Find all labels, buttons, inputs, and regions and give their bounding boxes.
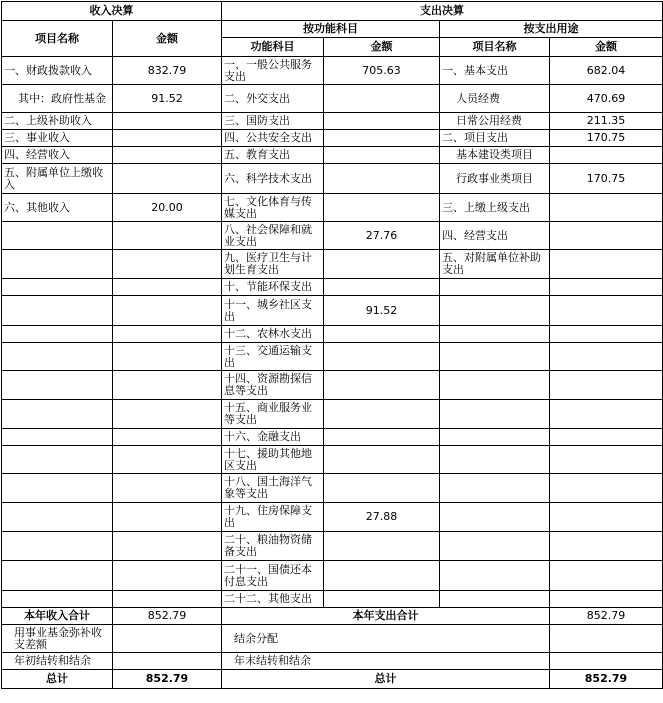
- income-label: 五、附属单位上缴收入: [2, 164, 113, 194]
- empty-cell: [113, 446, 222, 474]
- empty-cell: [113, 474, 222, 503]
- function-amount: [324, 130, 440, 147]
- empty-cell: [2, 222, 113, 250]
- function-label: 四、公共安全支出: [222, 130, 324, 147]
- function-label: 三、国防支出: [222, 113, 324, 130]
- function-amount: [324, 279, 440, 296]
- table-row: [2, 371, 663, 400]
- table-row: [2, 250, 663, 279]
- empty-cell: [2, 446, 113, 474]
- empty-cell: [2, 561, 113, 591]
- header-row-2: [2, 21, 663, 38]
- fund-gap-label: 用事业基金弥补收支差额: [2, 625, 113, 653]
- function-label: 十、节能环保支出: [222, 279, 324, 296]
- purpose-amount: 211.35: [550, 113, 663, 130]
- function-amount: [324, 400, 440, 429]
- empty-cell: [2, 532, 113, 561]
- function-label: 十八、国土海洋气象等支出: [222, 474, 324, 503]
- table-row: [2, 561, 663, 591]
- income-amount: 91.52: [113, 85, 222, 113]
- table-row: [2, 400, 663, 429]
- empty-cell: [113, 279, 222, 296]
- annual-total-row: [2, 608, 663, 625]
- function-subject-header: 功能科目: [222, 38, 324, 57]
- income-amount: [113, 113, 222, 130]
- function-label: 十一、城乡社区支出: [222, 296, 324, 326]
- table-row: [2, 164, 663, 194]
- empty-cell: [440, 561, 550, 591]
- empty-cell: [2, 400, 113, 429]
- empty-cell: [2, 326, 113, 343]
- empty-cell: [2, 279, 113, 296]
- purpose-amount: [550, 147, 663, 164]
- income-total-label: 本年收入合计: [2, 608, 113, 625]
- income-label: 其中：政府性基金: [2, 85, 113, 113]
- table-row: [2, 147, 663, 164]
- income-label: 三、事业收入: [2, 130, 113, 147]
- function-label: 二、外交支出: [222, 85, 324, 113]
- by-purpose-header: 按支出用途: [440, 21, 663, 38]
- header-row-1: [2, 2, 663, 21]
- empty-cell: [550, 371, 663, 400]
- purpose-amount: 470.69: [550, 85, 663, 113]
- empty-cell: [550, 326, 663, 343]
- grand-total-label: 总计: [2, 670, 113, 689]
- table-row: [2, 85, 663, 113]
- end-balance-amount: [550, 653, 663, 670]
- function-amount: [324, 326, 440, 343]
- purpose-amount: 682.04: [550, 57, 663, 85]
- empty-cell: [550, 474, 663, 503]
- function-label: 十四、资源勘探信息等支出: [222, 371, 324, 400]
- function-label: 十二、农林水支出: [222, 326, 324, 343]
- empty-cell: [440, 400, 550, 429]
- purpose-label: 基本建设类项目: [440, 147, 550, 164]
- income-section-header: 收入决算: [2, 2, 222, 21]
- empty-cell: [550, 532, 663, 561]
- grand-total-label-expense: 总计: [222, 670, 550, 689]
- income-amount: 832.79: [113, 57, 222, 85]
- function-amount: [324, 113, 440, 130]
- balance-row: [2, 653, 663, 670]
- purpose-label: 一、基本支出: [440, 57, 550, 85]
- function-amount: [324, 194, 440, 222]
- purpose-amount: [550, 194, 663, 222]
- by-function-header: 按功能科目: [222, 21, 440, 38]
- empty-cell: [113, 561, 222, 591]
- empty-cell: [440, 279, 550, 296]
- empty-cell: [440, 326, 550, 343]
- function-label: 十七、援助其他地区支出: [222, 446, 324, 474]
- empty-cell: [550, 503, 663, 532]
- purpose-label: 人员经费: [440, 85, 550, 113]
- function-label: 二十、粮油物资储备支出: [222, 532, 324, 561]
- function-label: 九、医疗卫生与计划生育支出: [222, 250, 324, 279]
- table-row: [2, 113, 663, 130]
- table-row: [2, 429, 663, 446]
- empty-cell: [2, 429, 113, 446]
- income-amount: [113, 130, 222, 147]
- income-amount: [113, 147, 222, 164]
- empty-cell: [113, 532, 222, 561]
- function-label: 七、文化体育与传媒支出: [222, 194, 324, 222]
- income-label: 四、经营收入: [2, 147, 113, 164]
- function-label: 八、社会保障和就业支出: [222, 222, 324, 250]
- empty-cell: [550, 343, 663, 371]
- empty-cell: [440, 591, 550, 608]
- purpose-amount: [550, 222, 663, 250]
- empty-cell: [2, 343, 113, 371]
- surplus-label: 结余分配: [222, 625, 550, 653]
- function-amount: 27.76: [324, 222, 440, 250]
- function-amount: [324, 429, 440, 446]
- purpose-label: 四、经营支出: [440, 222, 550, 250]
- empty-cell: [440, 474, 550, 503]
- income-label: 二、上级补助收入: [2, 113, 113, 130]
- table-row: [2, 474, 663, 503]
- expense-section-header: 支出决算: [222, 2, 663, 21]
- function-amount: [324, 343, 440, 371]
- income-amount: 20.00: [113, 194, 222, 222]
- function-amount: 91.52: [324, 296, 440, 326]
- function-amount: [324, 164, 440, 194]
- grand-total-expense: 852.79: [550, 670, 663, 689]
- grand-total-row: [2, 670, 663, 689]
- function-amount-header: 金额: [324, 38, 440, 57]
- table-row: [2, 503, 663, 532]
- empty-cell: [440, 371, 550, 400]
- empty-cell: [550, 561, 663, 591]
- expense-total-label: 本年支出合计: [222, 608, 550, 625]
- empty-cell: [2, 474, 113, 503]
- empty-cell: [2, 371, 113, 400]
- empty-cell: [440, 532, 550, 561]
- fund-gap-row: [2, 625, 663, 653]
- function-amount: [324, 371, 440, 400]
- purpose-amount: [550, 250, 663, 279]
- table-row: [2, 343, 663, 371]
- income-label: 一、财政拨款收入: [2, 57, 113, 85]
- empty-cell: [113, 296, 222, 326]
- empty-cell: [113, 400, 222, 429]
- table-row: [2, 222, 663, 250]
- income-total-amount: 852.79: [113, 608, 222, 625]
- function-label: 十五、商业服务业等支出: [222, 400, 324, 429]
- begin-balance-amount: [113, 653, 222, 670]
- empty-cell: [2, 296, 113, 326]
- purpose-label: 二、项目支出: [440, 130, 550, 147]
- function-label: 二十二、其他支出: [222, 591, 324, 608]
- empty-cell: [550, 400, 663, 429]
- empty-cell: [113, 250, 222, 279]
- table-row: [2, 591, 663, 608]
- empty-cell: [440, 429, 550, 446]
- empty-cell: [113, 591, 222, 608]
- income-label: 六、其他收入: [2, 194, 113, 222]
- empty-cell: [550, 429, 663, 446]
- table-row: [2, 532, 663, 561]
- table-row: [2, 446, 663, 474]
- empty-cell: [550, 591, 663, 608]
- purpose-item-header: 项目名称: [440, 38, 550, 57]
- table-row: [2, 194, 663, 222]
- table-row: [2, 296, 663, 326]
- empty-cell: [440, 446, 550, 474]
- purpose-label: 三、上缴上级支出: [440, 194, 550, 222]
- begin-balance-label: 年初结转和结余: [2, 653, 113, 670]
- function-label: 十九、住房保障支出: [222, 503, 324, 532]
- empty-cell: [440, 503, 550, 532]
- table-row: [2, 57, 663, 85]
- function-amount: [324, 474, 440, 503]
- function-amount: [324, 85, 440, 113]
- function-amount: [324, 147, 440, 164]
- empty-cell: [550, 279, 663, 296]
- purpose-label: 日常公用经费: [440, 113, 550, 130]
- purpose-amount: 170.75: [550, 130, 663, 147]
- function-amount: [324, 250, 440, 279]
- function-label: 一、一般公共服务支出: [222, 57, 324, 85]
- empty-cell: [2, 250, 113, 279]
- table-row: [2, 326, 663, 343]
- function-amount: [324, 591, 440, 608]
- surplus-amount: [550, 625, 663, 653]
- empty-cell: [113, 429, 222, 446]
- empty-cell: [113, 503, 222, 532]
- empty-cell: [550, 296, 663, 326]
- purpose-amount: 170.75: [550, 164, 663, 194]
- function-amount: [324, 446, 440, 474]
- empty-cell: [2, 503, 113, 532]
- item-name-header: 项目名称: [2, 21, 113, 57]
- function-amount: [324, 532, 440, 561]
- function-label: 六、科学技术支出: [222, 164, 324, 194]
- function-amount: 705.63: [324, 57, 440, 85]
- function-label: 五、教育支出: [222, 147, 324, 164]
- function-label: 十六、金融支出: [222, 429, 324, 446]
- empty-cell: [113, 222, 222, 250]
- grand-total-income: 852.79: [113, 670, 222, 689]
- amount-header: 金额: [113, 21, 222, 57]
- empty-cell: [440, 343, 550, 371]
- table-row: [2, 130, 663, 147]
- budget-table: [1, 1, 663, 689]
- empty-cell: [2, 591, 113, 608]
- function-amount: [324, 561, 440, 591]
- income-amount: [113, 164, 222, 194]
- function-label: 二十一、国债还本付息支出: [222, 561, 324, 591]
- function-label: 十三、交通运输支出: [222, 343, 324, 371]
- end-balance-label: 年末结转和结余: [222, 653, 550, 670]
- table-row: [2, 279, 663, 296]
- purpose-label: 行政事业类项目: [440, 164, 550, 194]
- empty-cell: [113, 343, 222, 371]
- empty-cell: [113, 371, 222, 400]
- empty-cell: [550, 446, 663, 474]
- expense-total-amount: 852.79: [550, 608, 663, 625]
- purpose-amount-header: 金额: [550, 38, 663, 57]
- function-amount: 27.88: [324, 503, 440, 532]
- empty-cell: [113, 326, 222, 343]
- fund-gap-amount: [113, 625, 222, 653]
- empty-cell: [440, 296, 550, 326]
- purpose-label: 五、对附属单位补助支出: [440, 250, 550, 279]
